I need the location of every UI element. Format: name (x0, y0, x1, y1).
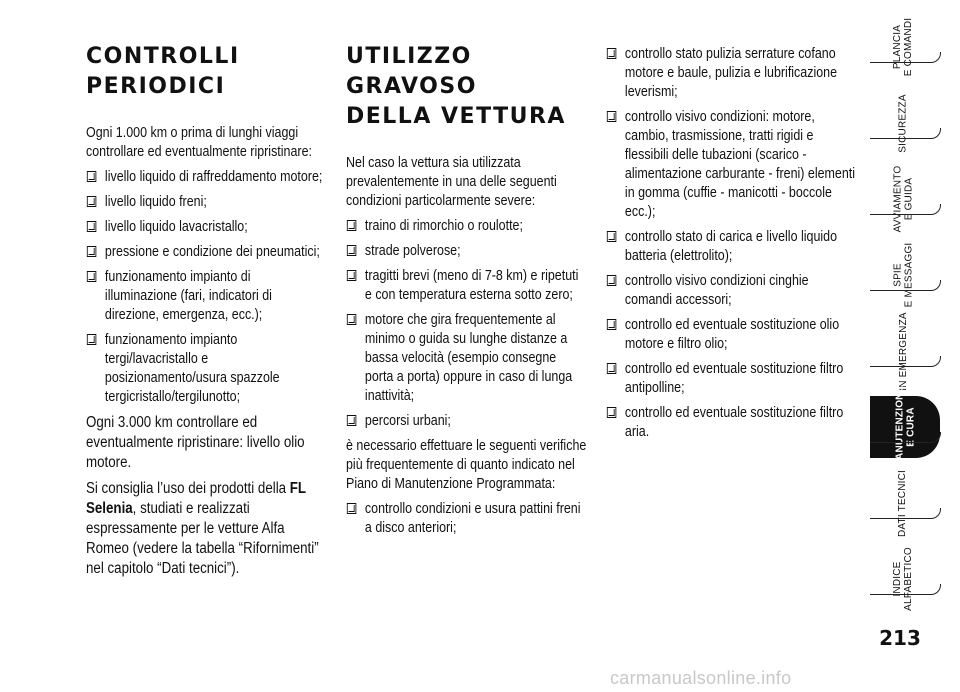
chapter-tab[interactable] (870, 244, 938, 310)
checkbox-bullet-icon (607, 363, 616, 374)
checkbox-bullet-icon (87, 196, 96, 207)
left-body (86, 124, 325, 579)
intro-paragraph: Ogni 1.000 km o prima di lunghi viaggi controllare ed eventualmente ripristinare: (86, 125, 312, 160)
checklist (606, 45, 855, 442)
chapter-tab[interactable] (870, 311, 938, 391)
list-item (346, 267, 587, 305)
chapter-separator (870, 204, 941, 215)
selenia-text-pre: Si consiglia l’uso dei prodotti della (86, 480, 290, 497)
section-heading-utilizzo (346, 42, 596, 132)
list-item (86, 243, 325, 262)
heading-line-2: DELLA VETTURA (346, 104, 566, 129)
column-left (86, 0, 326, 585)
heading-line-1: CONTROLLI (86, 44, 240, 69)
section-heading-controlli (86, 42, 326, 102)
heading-line-2: PERIODICI (86, 74, 226, 99)
chapter-tab[interactable] (870, 469, 938, 538)
list-item (606, 45, 855, 102)
list-item-text: livello liquido freni; (104, 194, 207, 210)
watermark: carmanualsonline.info (610, 668, 792, 688)
list-item-text: funzionamento impianto tergi/lavacristallo e posizionamento/usura spazzole tergicristallo/tergilunotto; (104, 332, 280, 405)
checkbox-bullet-icon (347, 270, 356, 281)
list-item-text: strade polverose; (364, 243, 461, 259)
list-item-text: livello liquido lavacristallo; (104, 219, 248, 235)
chapter-tab-box (870, 16, 936, 78)
list-item (606, 360, 855, 398)
list-item (86, 193, 325, 212)
list-item (86, 268, 325, 325)
middle-body (346, 154, 587, 538)
list-item (346, 500, 587, 538)
list-item-text: controllo visivo condizioni cinghie comandi accessori; (624, 273, 809, 308)
list-item-text: controllo stato di carica e livello liquido batteria (elettrolito); (624, 229, 838, 264)
list-item (606, 108, 855, 222)
list-item (606, 404, 855, 442)
chapter-tab-box (870, 548, 936, 610)
chapter-tab-label: AVVIAMENTO E GUIDA (892, 165, 914, 233)
column-middle (346, 0, 596, 544)
chapter-separator (870, 584, 941, 595)
list-item (606, 316, 855, 354)
checkbox-bullet-icon (87, 334, 96, 345)
right-body (606, 45, 855, 442)
list-item-text: controllo ed eventuale sostituzione filtro antipolline; (624, 361, 844, 396)
checkbox-bullet-icon (87, 171, 96, 182)
chapter-separator (870, 508, 941, 519)
list-item-text: pressione e condizione dei pneumatici; (104, 244, 320, 260)
chapter-tab[interactable] (870, 548, 938, 614)
list-item-text: percorsi urbani; (364, 413, 451, 429)
chapter-tab-box (870, 385, 940, 469)
chapter-tab-box (870, 165, 936, 233)
chapter-tab-box (870, 311, 936, 391)
list-item (346, 242, 587, 261)
checkbox-bullet-icon (347, 314, 356, 325)
checkbox-bullet-icon (87, 246, 96, 257)
list-item-text: motore che gira frequentemente al minimo o guida su lunghe distanze a bassa velocità (esempio consegne porta a porta) oppure in caso di lunga inattività; (364, 312, 573, 404)
chapter-separator (870, 280, 941, 291)
list-item-text: controllo ed eventuale sostituzione olio motore e filtro olio; (624, 317, 840, 352)
checkbox-bullet-icon (607, 407, 616, 418)
chapter-tab-label: DATI TECNICI (897, 469, 909, 537)
chapter-tab-box (870, 244, 936, 306)
list-item-text: controllo visivo condizioni: motore, cambio, trasmissione, tratti rigidi e flessibili delle tubazioni (scarico - alimentazione carburante - freni) elementi in gomma (cuffie - manicotti - boccole ecc.); (624, 109, 856, 220)
list-item (346, 412, 587, 431)
paragraph-verifiche: è necessario effettuare le seguenti verifiche più frequentemente di quanto indicato nel Piano di Manutenzione Programmata: (346, 438, 587, 492)
chapter-tab-label: PLANCIA E COMANDI (891, 17, 914, 77)
chapter-separator (870, 52, 941, 63)
checkbox-bullet-icon (347, 220, 356, 231)
list-item-text: controllo ed eventuale sostituzione filtro aria. (624, 405, 844, 440)
chapter-tab[interactable] (870, 165, 938, 234)
checkbox-bullet-icon (607, 319, 616, 330)
chapter-tab[interactable] (870, 92, 938, 158)
checkbox-bullet-icon (607, 275, 616, 286)
chapter-tab-label: IN EMERGENZA (897, 311, 909, 391)
list-item (346, 217, 587, 236)
brand-name: FL Selenia (86, 480, 306, 517)
list-item (606, 272, 855, 310)
list-item (86, 168, 325, 187)
checklist (86, 168, 325, 407)
checkbox-bullet-icon (347, 245, 356, 256)
checklist (346, 500, 587, 538)
chapter-tab[interactable] (870, 16, 938, 82)
list-item (86, 218, 325, 237)
checkbox-bullet-icon (347, 415, 356, 426)
paragraph-3000km: Ogni 3.000 km controllare ed eventualmente ripristinare: livello olio motore. (86, 414, 305, 471)
checkbox-bullet-icon (347, 503, 356, 514)
chapter-tab-label: INDICE ALFABETICO (892, 547, 914, 611)
checkbox-bullet-icon (87, 271, 96, 282)
chapter-separator (870, 432, 941, 443)
checkbox-bullet-icon (607, 48, 616, 59)
list-item (606, 228, 855, 266)
list-item-text: controllo stato pulizia serrature cofano motore e baule, pulizia e lubrificazione leverismi; (624, 46, 838, 100)
selenia-text-post: , studiati e realizzati espressamente per le vetture Alfa Romeo (vedere la tabella “Rifornimenti” nel capitolo “Dati tecnici”). (86, 500, 319, 577)
page-number: 213 (879, 626, 921, 650)
list-item-text: funzionamento impianto di illuminazione (fari, indicatori di direzione, emergenza, ecc.); (104, 269, 272, 323)
heading-line-1: UTILIZZO GRAVOSO (346, 44, 477, 99)
chapter-tab-label: SICUREZZA (897, 93, 909, 153)
list-item-text: livello liquido di raffreddamento motore; (104, 169, 323, 185)
list-item (86, 331, 325, 407)
checkbox-bullet-icon (607, 231, 616, 242)
list-item-text: controllo condizioni e usura pattini freni a disco anteriori; (364, 501, 581, 536)
chapter-tab[interactable] (870, 385, 938, 469)
paragraph-selenia (86, 479, 325, 579)
chapter-separator (870, 356, 941, 367)
chapter-tab-box (870, 469, 936, 537)
chapter-tab-box (870, 92, 936, 154)
chapter-tab-label: MANUTENZIONE E CURA (894, 385, 917, 469)
list-item-text: traino di rimorchio o roulotte; (364, 218, 523, 234)
checklist (346, 217, 587, 431)
intro-paragraph: Nel caso la vettura sia utilizzata prevalentemente in una delle seguenti condizioni particolarmente severe: (346, 155, 557, 209)
chapter-separator (870, 128, 941, 139)
column-right (606, 0, 856, 448)
list-item-text: tragitti brevi (meno di 7-8 km) e ripetuti e con temperatura esterna sotto zero; (364, 268, 579, 303)
checkbox-bullet-icon (607, 111, 616, 122)
checkbox-bullet-icon (87, 221, 96, 232)
chapter-tab-label: SPIE E MESSAGGI (891, 242, 914, 308)
list-item (346, 311, 587, 406)
